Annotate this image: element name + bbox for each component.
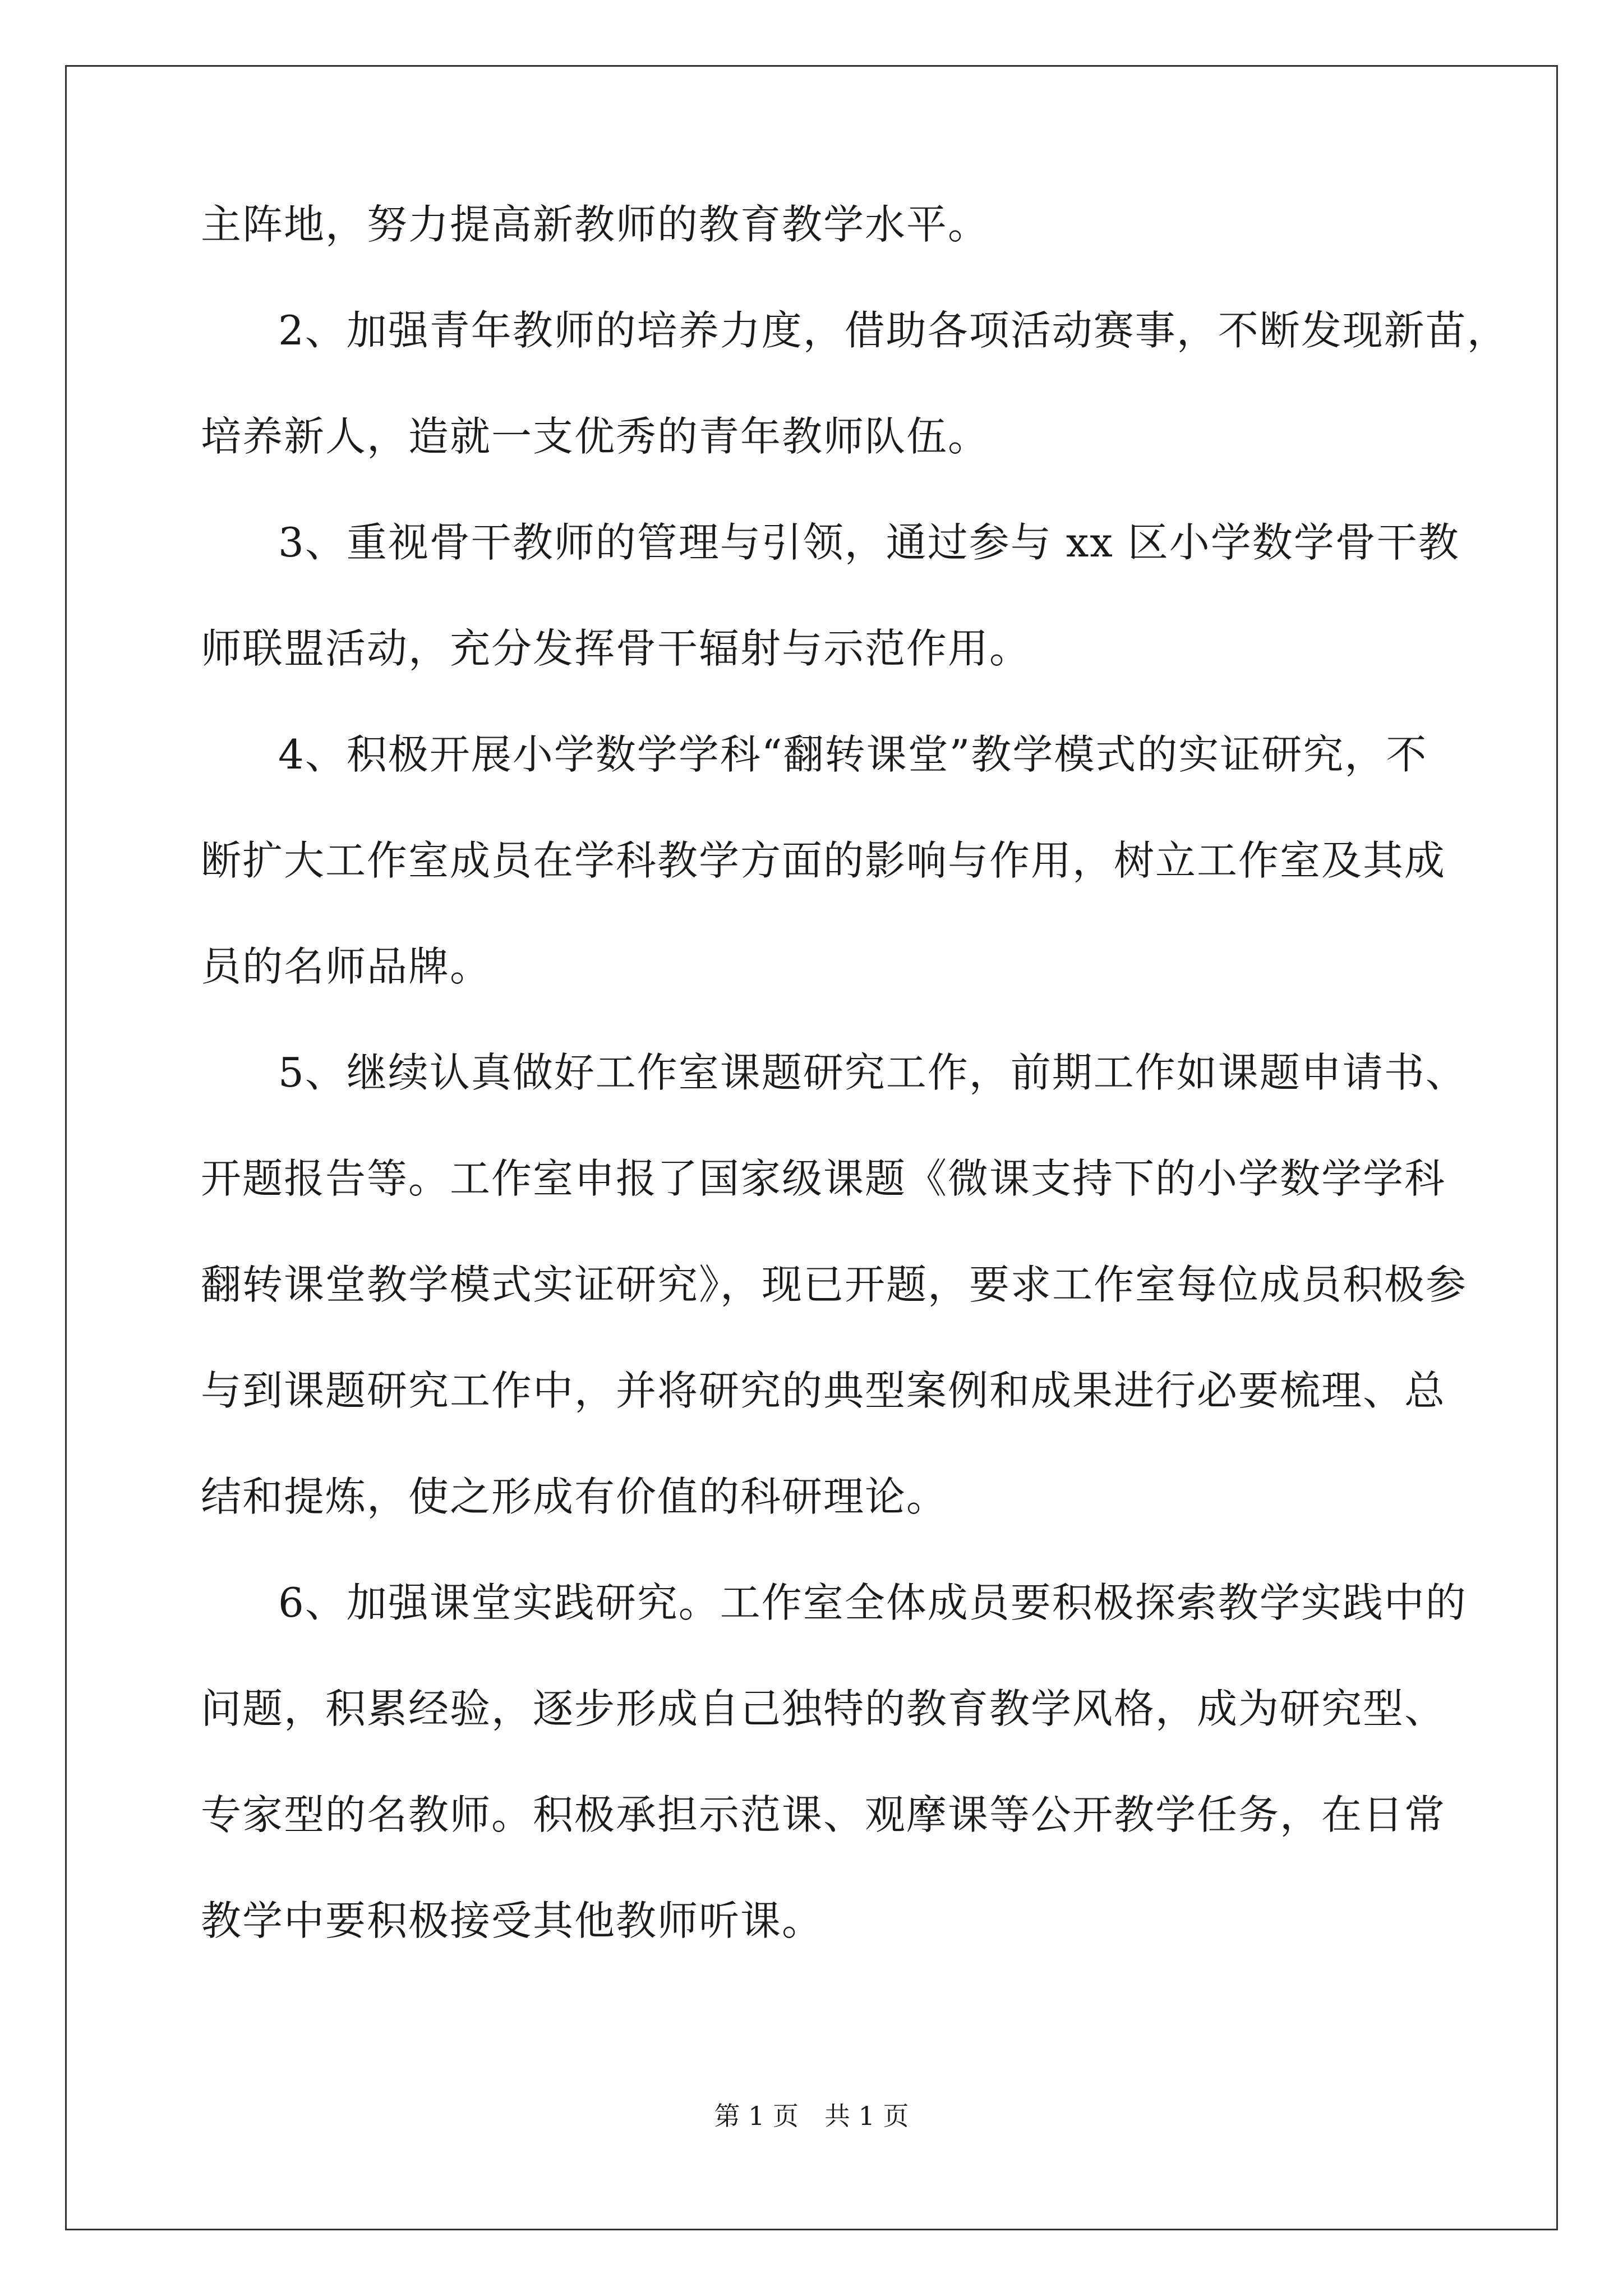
text-line: 2、加强青年教师的培养力度，借助各项活动赛事，不断发现新苗，	[278, 307, 1509, 354]
page-number-footer: 第 1 页 共 1 页	[714, 2101, 909, 2131]
text-line: 结和提炼，使之形成有价值的科研理论。	[201, 1473, 948, 1520]
text-line: 教学中要积极接受其他教师听课。	[201, 1897, 824, 1944]
text-line: 员的名师品牌。	[201, 943, 492, 990]
text-line: 翻转课堂教学模式实证研究》，现已开题，要求工作室每位成员积极参	[201, 1261, 1468, 1308]
text-line: 专家型的名教师。积极承担示范课、观摩课等公开教学任务，在日常	[201, 1791, 1446, 1838]
text-line: 6、加强课堂实践研究。工作室全体成员要积极探索教学实践中的	[278, 1579, 1467, 1626]
text-line: 3、重视骨干教师的管理与引领，通过参与 xx 区小学数学骨干教	[278, 519, 1460, 566]
text-line: 与到课题研究工作中，并将研究的典型案例和成果进行必要梳理、总	[201, 1367, 1446, 1414]
text-line: 5、继续认真做好工作室课题研究工作，前期工作如课题申请书、	[278, 1049, 1467, 1096]
text-line: 问题，积累经验，逐步形成自己独特的教育教学风格，成为研究型、	[201, 1685, 1446, 1732]
text-line: 主阵地，努力提高新教师的教育教学水平。	[201, 201, 990, 248]
text-line: 4、积极开展小学数学学科“翻转课堂”教学模式的实证研究，不	[278, 731, 1428, 778]
text-line: 培养新人，造就一支优秀的青年教师队伍。	[201, 413, 990, 460]
text-line: 师联盟活动，充分发挥骨干辐射与示范作用。	[201, 625, 1031, 672]
text-line: 断扩大工作室成员在学科教学方面的影响与作用，树立工作室及其成	[201, 837, 1446, 884]
text-line: 开题报告等。工作室申报了国家级课题《微课支持下的小学数学学科	[201, 1155, 1446, 1202]
